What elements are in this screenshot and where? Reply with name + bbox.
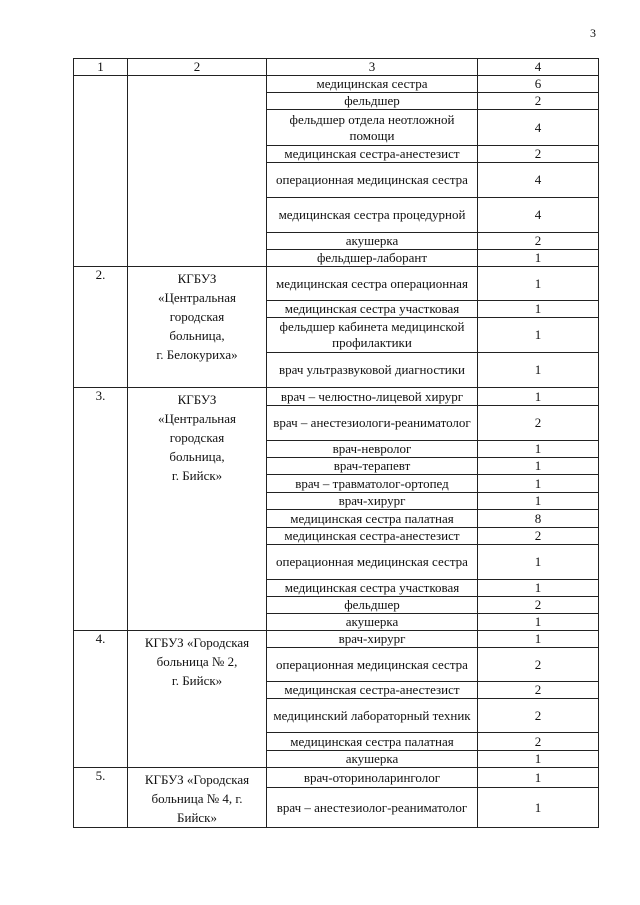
position-cell: врач – анестезиолог-реаниматолог [267,788,478,828]
staff-count-cell: 2 [478,528,599,545]
position-cell: врач – анестезиологи-реаниматолог [267,406,478,441]
organization-name-line: «Центральная [158,290,236,305]
organization-name-line: г. Бийск» [171,673,223,688]
organization-cell [128,768,267,828]
position-cell: акушерка [267,614,478,631]
organization-name-line: больница № 4, г. [151,791,243,806]
staff-count-cell: 2 [478,233,599,250]
position-cell: акушерка [267,751,478,768]
table-header-row [74,59,599,76]
staff-count-cell: 1 [478,475,599,493]
position-cell: медицинская сестра-анестезист [267,528,478,545]
staff-count-cell: 2 [478,406,599,441]
row-number: 5. [95,768,106,783]
header-cell-3: 3 [267,59,478,76]
table-row [74,76,599,93]
staff-count-cell: 1 [478,353,599,388]
organization-cell [128,388,267,631]
organization-name-line: г. Бийск» [171,468,223,483]
staff-count-cell: 6 [478,76,599,93]
position-cell: врач-невролог [267,441,478,458]
page-number: 3 [590,26,596,40]
organization-name-line: больница, [169,449,225,464]
position-cell: врач – челюстно-лицевой хирург [267,388,478,406]
staff-count-cell: 2 [478,93,599,110]
position-cell: акушерка [267,233,478,250]
staffing-table [73,58,599,828]
staff-count-cell: 1 [478,458,599,475]
organization-name-line: больница, [169,328,225,343]
staff-count-cell: 1 [478,388,599,406]
position-cell: медицинская сестра палатная [267,733,478,751]
organization-name-line: Бийск» [177,810,217,825]
position-cell: медицинская сестра-анестезист [267,682,478,699]
position-cell: медицинская сестра процедурной [267,198,478,233]
position-cell: операционная медицинская сестра [267,545,478,580]
organization-cell [128,631,267,768]
staff-count-cell: 1 [478,250,599,267]
staff-count-cell: 1 [478,631,599,648]
table-row [74,768,599,788]
staff-count-cell: 4 [478,163,599,198]
organization-name-line: городская [169,309,225,324]
staff-count-cell: 2 [478,146,599,163]
organization-name-line: КГБУЗ [177,392,217,407]
row-number-cell [74,631,128,768]
organization-cell [128,267,267,388]
position-cell: фельдшер [267,597,478,614]
position-cell: врач-хирург [267,493,478,510]
row-number-cell [74,768,128,828]
table-row [74,388,599,406]
header-cell-1: 1 [74,59,128,76]
staff-count-cell: 1 [478,751,599,768]
organization-name-line: больница № 2, [156,654,238,669]
header-cell-4: 4 [478,59,599,76]
table-row [74,267,599,301]
position-cell: медицинская сестра [267,76,478,93]
staff-count-cell: 1 [478,441,599,458]
position-cell: медицинская сестра участковая [267,580,478,597]
position-cell: фельдшер отдела неотложной помощи [267,110,478,146]
position-cell: операционная медицинская сестра [267,163,478,198]
organization-name-line: городская [169,430,225,445]
position-cell: фельдшер кабинета медицинской профилактики [267,318,478,353]
staff-count-cell: 4 [478,110,599,146]
position-cell: медицинская сестра-анестезист [267,146,478,163]
staff-count-cell: 1 [478,768,599,788]
staff-count-cell: 1 [478,267,599,301]
staff-count-cell: 1 [478,318,599,353]
staff-count-cell: 2 [478,699,599,733]
organization-name-line: КГБУЗ [177,271,217,286]
row-number-cell [74,388,128,631]
position-cell: врач-хирург [267,631,478,648]
position-cell: врач – травматолог-ортопед [267,475,478,493]
staffing-table-body [74,59,599,828]
position-cell: медицинская сестра палатная [267,510,478,528]
row-number-cell [74,267,128,388]
staff-count-cell: 2 [478,682,599,699]
position-cell: фельдшер [267,93,478,110]
position-cell: медицинский лабораторный техник [267,699,478,733]
organization-name-line: г. Белокуриха» [156,347,238,362]
staff-count-cell: 1 [478,493,599,510]
table-row [74,631,599,648]
header-cell-2: 2 [128,59,267,76]
position-cell: медицинская сестра операционная [267,267,478,301]
staff-count-cell: 1 [478,545,599,580]
organization-cell [128,76,267,267]
row-number: 2. [95,267,106,282]
row-number: 3. [95,388,106,403]
organization-name-line: КГБУЗ «Городская [144,635,250,650]
position-cell: врач ультразвуковой диагностики [267,353,478,388]
position-cell: медицинская сестра участковая [267,301,478,318]
organization-name-line: «Центральная [158,411,236,426]
staff-count-cell: 2 [478,597,599,614]
position-cell: фельдшер-лаборант [267,250,478,267]
row-number-cell [74,76,128,267]
position-cell: врач-оториноларинголог [267,768,478,788]
staff-count-cell: 4 [478,198,599,233]
staff-count-cell: 1 [478,788,599,828]
position-cell: операционная медицинская сестра [267,648,478,682]
staff-count-cell: 1 [478,301,599,318]
organization-name-line: КГБУЗ «Городская [144,772,250,787]
position-cell: врач-терапевт [267,458,478,475]
staff-count-cell: 8 [478,510,599,528]
staff-count-cell: 2 [478,648,599,682]
staff-count-cell: 1 [478,580,599,597]
staff-count-cell: 1 [478,614,599,631]
staff-count-cell: 2 [478,733,599,751]
row-number: 4. [95,631,106,646]
